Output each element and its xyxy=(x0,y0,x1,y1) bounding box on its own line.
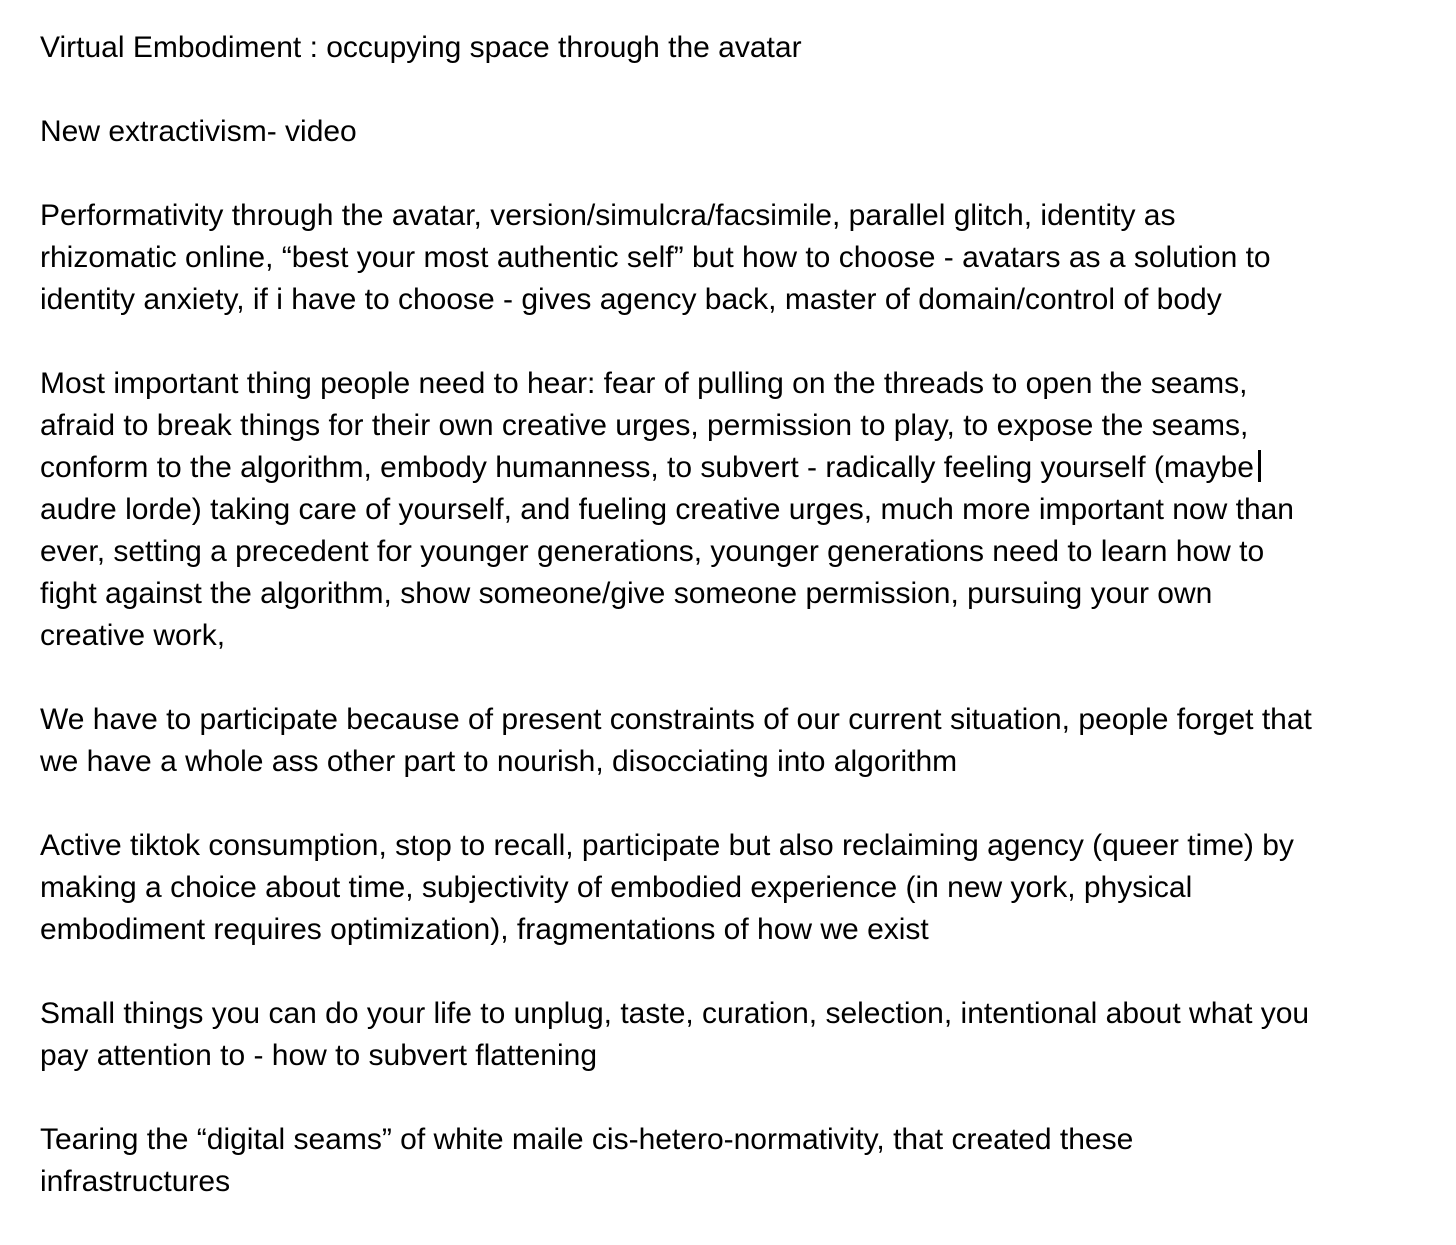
text-line: creative work, xyxy=(40,619,226,652)
text-line: We have to participate because of present constraints of our current situation, people forget that xyxy=(40,703,1312,736)
text-line: Active tiktok consumption, stop to recall, participate but also reclaiming agency (queer time) by xyxy=(40,829,1294,862)
text-line: infrastructures xyxy=(40,1165,231,1198)
text-line: ever, setting a precedent for younger generations, younger generations need to learn how to xyxy=(40,535,1265,568)
text-line: afraid to break things for their own creative urges, permission to play, to expose the seams, xyxy=(40,409,1249,442)
text-line-with-cursor xyxy=(40,447,1440,489)
text-line: New extractivism- video xyxy=(40,115,357,148)
text-line: making a choice about time, subjectivity of embodied experience (in new york, physical xyxy=(40,871,1193,904)
text-line: embodiment requires optimization), fragmentations of how we exist xyxy=(40,913,929,946)
text-line: we have a whole ass other part to nourish, disocciating into algorithm xyxy=(40,745,958,778)
text-line: rhizomatic online, “best your most authentic self” but how to choose - avatars as a solution to xyxy=(40,241,1271,274)
document-body[interactable] xyxy=(40,27,1440,1245)
paragraph-most-important xyxy=(40,363,1440,657)
text-line: Virtual Embodiment : occupying space through the avatar xyxy=(40,31,802,64)
paragraph-small-things xyxy=(40,993,1440,1077)
paragraph-extractivism xyxy=(40,111,1440,153)
text-line: conform to the algorithm, embody humanness, to subvert - radically feeling yourself (maybe xyxy=(40,451,1254,484)
text-line: pay attention to - how to subvert flattening xyxy=(40,1039,598,1072)
text-line: Most important thing people need to hear: fear of pulling on the threads to open the seams, xyxy=(40,367,1248,400)
paragraph-title xyxy=(40,27,1440,69)
paragraph-tiktok xyxy=(40,825,1440,951)
paragraph-performativity xyxy=(40,195,1440,321)
paragraph-participate xyxy=(40,699,1440,783)
text-cursor xyxy=(1258,450,1261,482)
text-line: fight against the algorithm, show someone/give someone permission, pursuing your own xyxy=(40,577,1213,610)
text-line: Tearing the “digital seams” of white maile cis-hetero-normativity, that created these xyxy=(40,1123,1134,1156)
text-line: identity anxiety, if i have to choose - gives agency back, master of domain/control of body xyxy=(40,283,1222,316)
text-line: audre lorde) taking care of yourself, and fueling creative urges, much more important now than xyxy=(40,493,1294,526)
paragraph-tearing xyxy=(40,1119,1440,1203)
text-line: Small things you can do your life to unplug, taste, curation, selection, intentional about what you xyxy=(40,997,1310,1030)
text-line: Performativity through the avatar, version/simulcra/facsimile, parallel glitch, identity as xyxy=(40,199,1176,232)
